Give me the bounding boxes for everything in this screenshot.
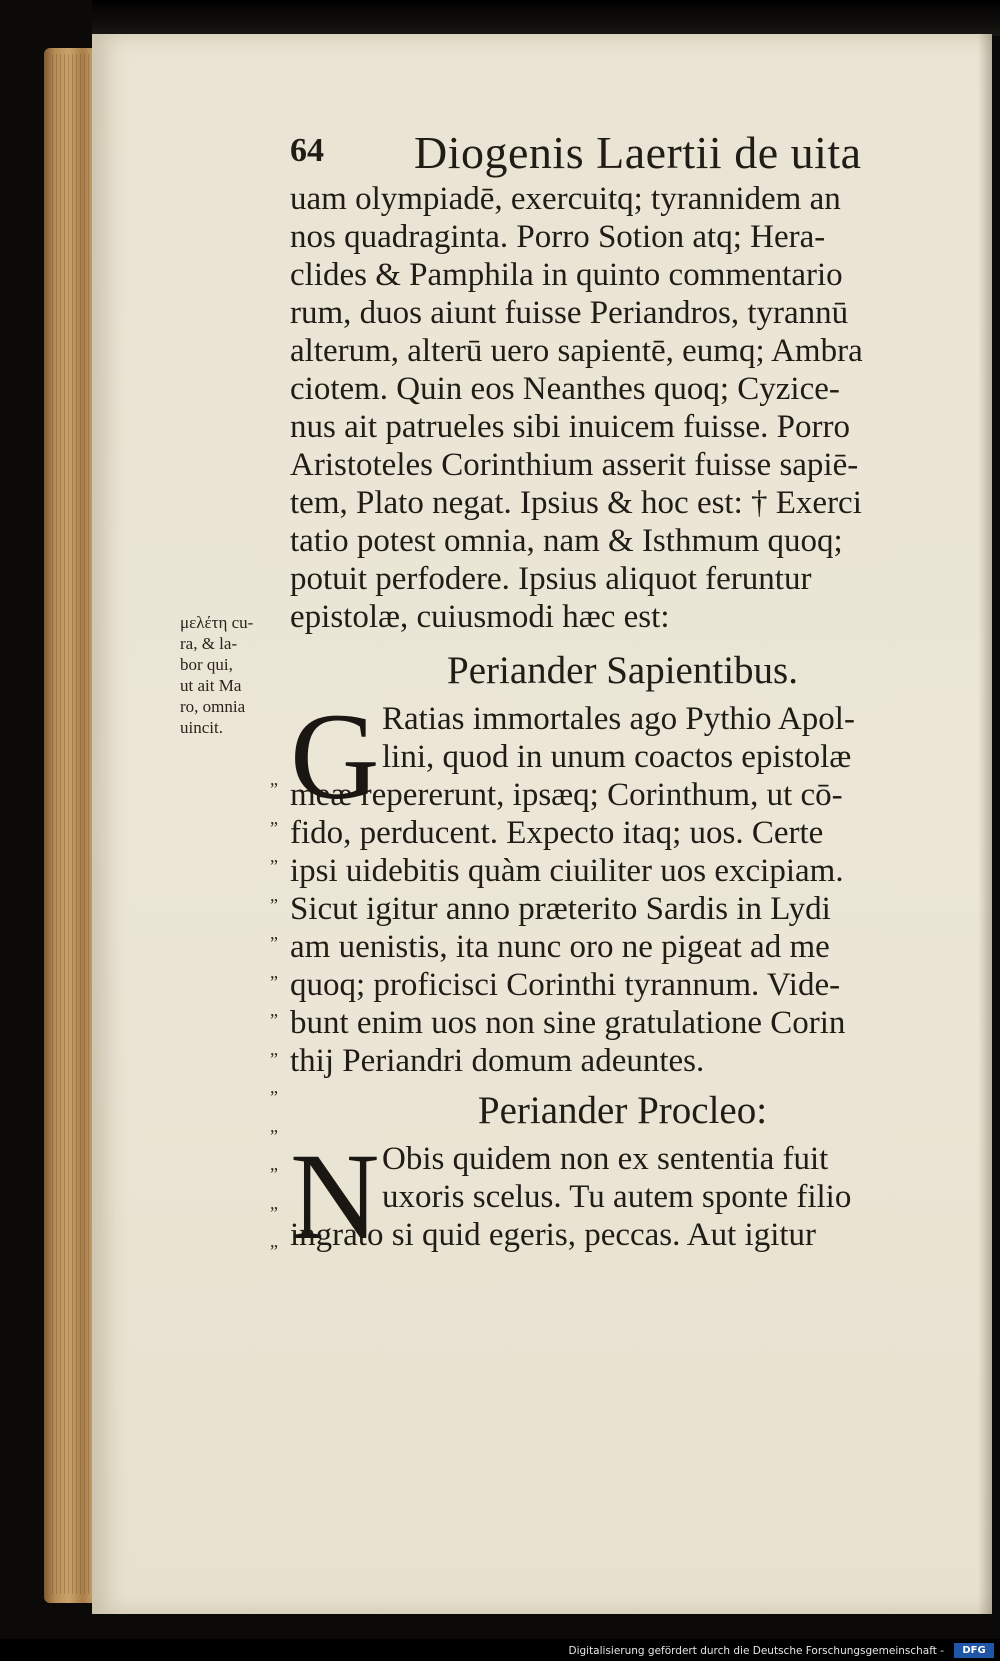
quotation-marks-column [270, 760, 290, 1261]
body-line: tatio potest omnia, nam & Isthmum quoq; [290, 523, 843, 559]
page-gutter-shadow [978, 34, 992, 1614]
letter-1-dropcap: G [290, 688, 380, 825]
running-title: Diogenis Laertii de uita [414, 127, 862, 178]
letter-2-line: uxoris scelus. Tu autem sponte filio [382, 1179, 852, 1215]
page-number: 64 [290, 132, 324, 169]
footer-bar [0, 1639, 1000, 1661]
body-line: tem, Plato negat. Ipsius & hoc est: † Exerci [290, 485, 862, 521]
quote-mark: „ [270, 1192, 278, 1213]
quote-mark: „ [270, 1038, 278, 1059]
letter-2 [290, 1128, 955, 1265]
letter-2-line: Obis quidem non ex sententia fuit [382, 1141, 829, 1177]
margin-note-line: uincit. [180, 718, 223, 737]
margin-note-line: ra, & la- [180, 634, 238, 653]
margin-note-line: bor qui, [180, 655, 233, 674]
quote-mark: „ [270, 769, 278, 789]
body-line: uam olympiadē, exercuitq; tyrannidem an [290, 181, 841, 217]
dfg-logo: DFG [954, 1643, 994, 1658]
scan-top-shadow [92, 0, 1000, 36]
quote-mark: „ [270, 1000, 278, 1020]
body-line: ciotem. Quin eos Neanthes quoq; Cyzice- [290, 371, 840, 407]
letter-1-line: fido, perducent. Expecto itaq; uos. Certe [290, 815, 824, 851]
letter-1-line: meæ repererunt, ipsæq; Corinthum, ut cō- [290, 777, 843, 813]
body-line: epistolæ, cuiusmodi hæc est: [290, 599, 670, 635]
letter-1-heading-block [290, 644, 955, 698]
body-line: clides & Pamphila in quinto commentario [290, 257, 843, 293]
margin-note-line: ut ait Ma [180, 676, 242, 695]
body-line: nus ait patrueles sibi inuicem fuisse. Porro [290, 409, 850, 445]
letter-1-line: Sicut igitur anno præterito Sardis in Lydi [290, 891, 831, 927]
body-line: potuit perfodere. Ipsius aliquot feruntur [290, 561, 812, 597]
body-line: rum, duos aiunt fuisse Periandros, tyrannū [290, 295, 849, 331]
letter-2-line: ingrato si quid egeris, peccas. Aut igitur [290, 1217, 817, 1253]
quote-mark: „ [270, 961, 278, 982]
margin-note-line: ro, omnia [180, 697, 246, 716]
margin-note-line: μελέτη cu- [180, 613, 254, 632]
body-line: alterum, alterū uero sapientē, eumq; Ambra [290, 333, 863, 369]
quote-mark: „ [270, 807, 278, 828]
quote-mark: „ [270, 846, 278, 866]
letter-2-heading-block [290, 1084, 955, 1138]
letter-1-line: bunt enim uos non sine gratulatione Corin [290, 1005, 846, 1041]
letter-1-heading: Periander Sapientibus. [447, 649, 798, 692]
letter-1-line: am uenistis, ita nunc oro ne pigeat ad me [290, 929, 830, 965]
quote-mark: „ [270, 1115, 278, 1136]
body-line: Aristoteles Corinthium asserit fuisse sapiē- [290, 447, 859, 483]
running-header [290, 126, 910, 184]
letter-1-line: ipsi uidebitis quàm ciuiliter uos excipiam. [290, 853, 844, 889]
margin-note [180, 612, 280, 738]
quote-mark: „ [270, 1231, 278, 1251]
quote-mark: „ [270, 884, 278, 905]
letter-2-heading: Periander Procleo: [477, 1089, 768, 1132]
letter-1-line: quoq; proficisci Corinthi tyrannum. Vide- [290, 967, 841, 1003]
quote-mark: „ [270, 1077, 278, 1097]
quote-mark: „ [270, 923, 278, 943]
body-paragraph [290, 180, 955, 636]
letter-1-line: Ratias immortales ago Pythio Apol- [382, 701, 855, 737]
body-line: nos quadraginta. Porro Sotion atq; Hera- [290, 219, 826, 255]
letter-1-line: thij Periandri domum adeuntes. [290, 1043, 705, 1079]
letter-1 [290, 688, 955, 1080]
footer-credit: Digitalisierung gefördert durch die Deutsche Forschungsgemeinschaft - [568, 1645, 944, 1657]
letter-2-dropcap: N [290, 1128, 380, 1265]
quote-mark: „ [270, 1154, 278, 1174]
letter-1-line: lini, quod in unum coactos epistolæ [382, 739, 852, 775]
